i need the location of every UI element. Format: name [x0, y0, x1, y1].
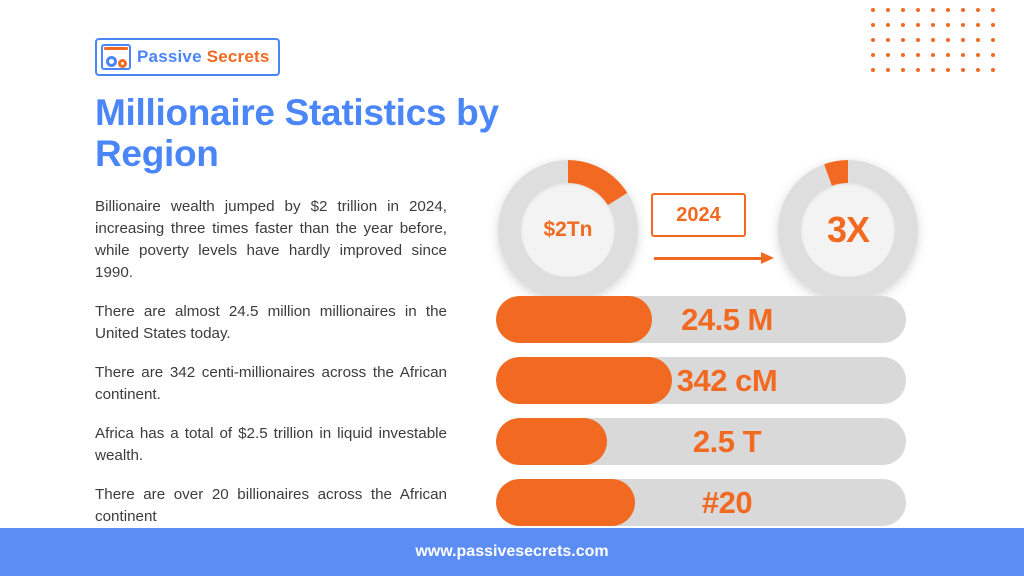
bar-row	[496, 479, 906, 526]
brand-logo	[95, 38, 280, 76]
bar-chart	[496, 296, 906, 526]
donut-value-label: 3X	[826, 209, 870, 250]
facts-list	[95, 196, 447, 528]
footer-url[interactable]: www.passivesecrets.com	[415, 543, 609, 560]
fact-item: Billionaire wealth jumped by $2 trillion in 2024, increasing three times faster than the year before, while poverty levels have hardly improved since 1990.	[95, 198, 447, 282]
bar-value-label: #20	[701, 484, 753, 520]
brand-name	[137, 47, 270, 67]
brand-name-part1: Passive	[137, 47, 202, 66]
donut-group	[488, 160, 928, 300]
footer-bar	[0, 528, 1024, 576]
donut-value-label: $2Tn	[543, 218, 593, 241]
bar-row	[496, 296, 906, 343]
bar-value-label: 342 cM	[676, 362, 778, 398]
fact-item: There are over 20 billionaires across the African continent	[95, 486, 447, 526]
brand-name-part2: Secrets	[206, 47, 270, 66]
year-badge: 2024	[651, 193, 746, 237]
donut-center	[521, 183, 615, 277]
bar-row	[496, 357, 906, 404]
bar-value-label: 2.5 T	[692, 423, 762, 459]
dot-grid-decoration	[871, 8, 1006, 83]
fact-item: There are almost 24.5 million millionaires in the United States today.	[95, 303, 447, 343]
donut-chart-multiplier	[778, 160, 918, 300]
page-title: Millionaire Statistics by Region	[95, 92, 499, 175]
donut-center	[801, 183, 895, 277]
fact-item: There are 342 centi-millionaires across the African continent.	[95, 364, 447, 404]
arrow-right-icon	[654, 252, 774, 264]
browser-gear-icon	[101, 44, 131, 70]
donut-chart-wealth	[498, 160, 638, 300]
fact-item: Africa has a total of $2.5 trillion in liquid investable wealth.	[95, 425, 447, 465]
bar-row	[496, 418, 906, 465]
bar-value-label: 24.5 M	[681, 301, 773, 337]
